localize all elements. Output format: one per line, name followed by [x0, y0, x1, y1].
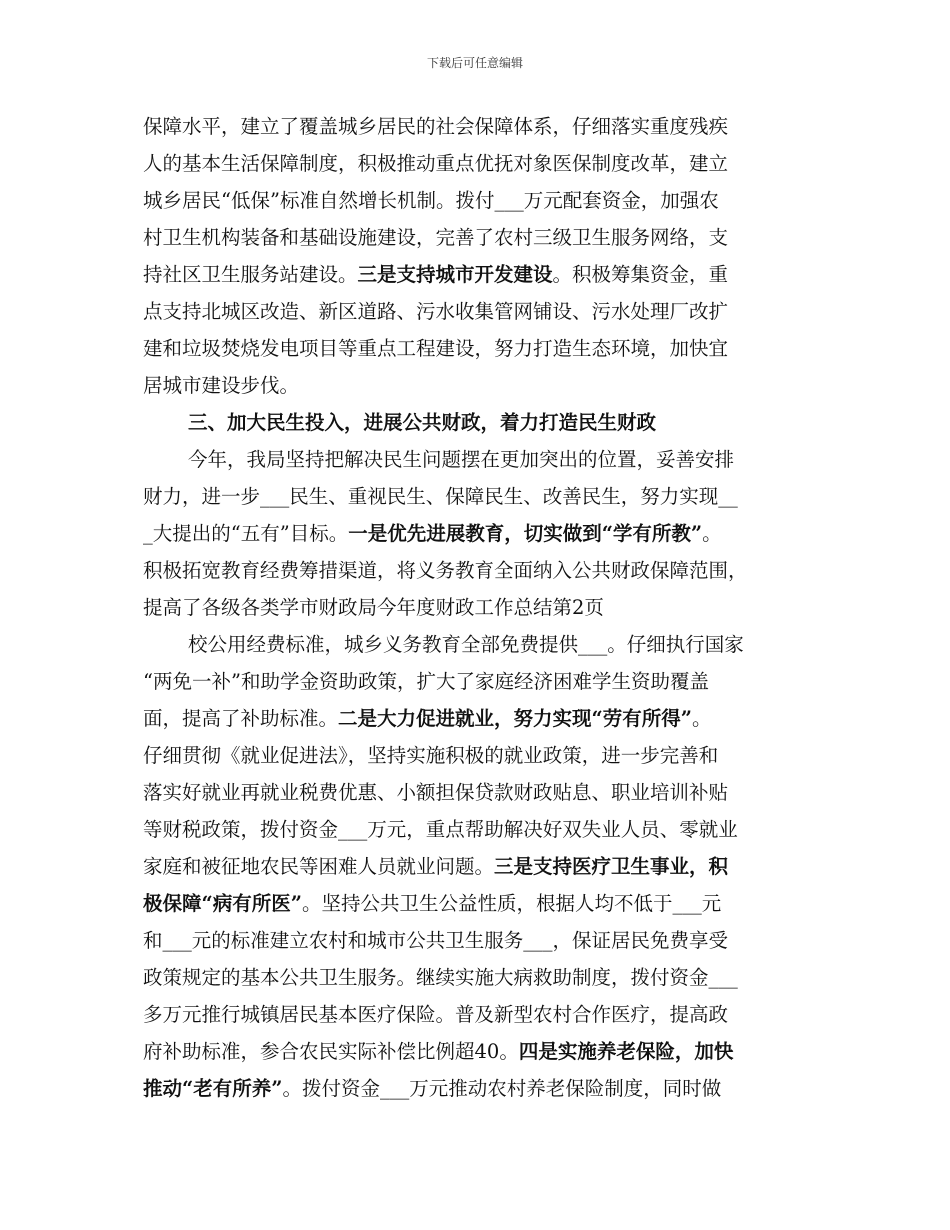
text-line — [143, 108, 823, 145]
text-line — [143, 589, 823, 626]
document-body — [143, 108, 823, 1107]
text-line — [143, 330, 823, 367]
text-line — [143, 996, 823, 1033]
text-line — [143, 256, 823, 293]
text-segment: 城乡居民“低保”标准自然增长机制。拨付___万元配套资金，加强农 — [143, 189, 719, 212]
text-line — [143, 959, 823, 996]
text-segment: 多万元推行城镇居民基本医疗保险。普及新型农村合作医疗，提高政 — [143, 1003, 729, 1026]
bold-text-segment: 推动“老有所养” — [143, 1077, 283, 1100]
text-line — [143, 441, 823, 478]
text-segment: 。 — [691, 707, 712, 730]
text-segment: 。拨付资金___万元推动农村养老保险制度，同时做 — [282, 1077, 722, 1100]
bold-text-segment: 三是支持医疗卫生事业，积 — [494, 855, 729, 878]
text-segment: 府补助标准，参合农民实际补偿比例超40。 — [143, 1040, 519, 1063]
bold-text-segment: 极保障“病有所医” — [143, 892, 302, 915]
text-line — [143, 293, 823, 330]
text-segment: 。积极筹集资金，重 — [552, 263, 729, 286]
text-line — [143, 700, 823, 737]
text-segment: 等财税政策，拨付资金___万元，重点帮助解决好双失业人员、零就业 — [143, 818, 738, 841]
text-segment: 持社区卫生服务站建设。 — [143, 263, 358, 286]
text-segment: 提高了各级各类学市财政局今年度财政工作总结第2页 — [143, 596, 604, 619]
text-line — [143, 1033, 823, 1070]
text-line — [143, 922, 823, 959]
text-segment: 村卫生机构装备和基础设施建设，完善了农村三级卫生服务网络，支 — [143, 226, 729, 249]
text-line — [143, 478, 823, 515]
text-segment: 点支持北城区改造、新区道路、污水收集管网铺设、污水处理厂改扩 — [143, 300, 729, 323]
text-line — [143, 885, 823, 922]
text-segment: 落实好就业再就业税费优惠、小额担保贷款财政贴息、职业培训补贴 — [143, 781, 729, 804]
text-line — [143, 219, 823, 256]
text-line — [143, 404, 823, 441]
text-segment: 建和垃圾焚烧发电项目等重点工程建设，努力打造生态环境，加快宜 — [143, 337, 729, 360]
text-line — [143, 848, 823, 885]
bold-text-segment: 二是大力促进就业，努力实现“劳有所得” — [338, 707, 692, 730]
text-segment: 。坚持公共卫生公益性质，根据人均不低于___元 — [301, 892, 722, 915]
text-segment: 家庭和被征地农民等困难人员就业问题。 — [143, 855, 495, 878]
text-line — [143, 774, 823, 811]
page-header: 下载后可任意编辑 — [426, 56, 523, 70]
bold-text-segment: 三、加大民生投入，进展公共财政，着力打造民生财政 — [188, 411, 657, 434]
bold-text-segment: 三是支持城市开发建设 — [357, 263, 553, 286]
text-line — [143, 811, 823, 848]
text-line — [143, 182, 823, 219]
text-segment: 今年，我局坚持把解决民生问题摆在更加突出的位置，妥善安排 — [188, 448, 735, 471]
text-segment: 财力，进一步___民生、重视民生、保障民生、改善民生，努力实现__ — [143, 485, 738, 508]
text-line — [143, 737, 823, 774]
text-line — [143, 1070, 823, 1107]
text-line — [143, 367, 823, 404]
text-segment: 积极拓宽教育经费筹措渠道，将义务教育全面纳入公共财政保障范围， — [143, 559, 748, 582]
text-line — [143, 145, 823, 182]
text-segment: 校公用经费标准，城乡义务教育全部免费提供___。仔细执行国家 — [188, 633, 744, 656]
bold-text-segment: 一是优先进展教育，切实做到“学有所教” — [348, 522, 703, 545]
text-segment: 和___元的标准建立农村和城市公共卫生服务___，保证居民免费享受 — [143, 929, 729, 952]
text-segment: 人的基本生活保障制度，积极推动重点优抚对象医保制度改革，建立 — [143, 152, 729, 175]
text-segment: 政策规定的基本公共卫生服务。继续实施大病救助制度，拨付资金___ — [143, 966, 738, 989]
text-segment: “两免一补”和助学金资助政策，扩大了家庭经济困难学生资助覆盖 — [143, 670, 709, 693]
text-line — [143, 515, 823, 552]
text-segment: _大提出的“五有”目标。 — [143, 522, 349, 545]
text-segment: 面，提高了补助标准。 — [143, 707, 339, 730]
bold-text-segment: 四是实施养老保险，加快 — [518, 1040, 734, 1063]
text-segment: 保障水平，建立了覆盖城乡居民的社会保障体系，仔细落实重度残疾 — [143, 115, 729, 138]
text-segment: 仔细贯彻《就业促进法》，坚持实施积极的就业政策，进一步完善和 — [143, 744, 719, 767]
text-segment: 。 — [702, 522, 722, 545]
text-line — [143, 626, 823, 663]
text-line — [143, 663, 823, 700]
text-line — [143, 552, 823, 589]
text-segment: 居城市建设步伐。 — [143, 374, 300, 397]
